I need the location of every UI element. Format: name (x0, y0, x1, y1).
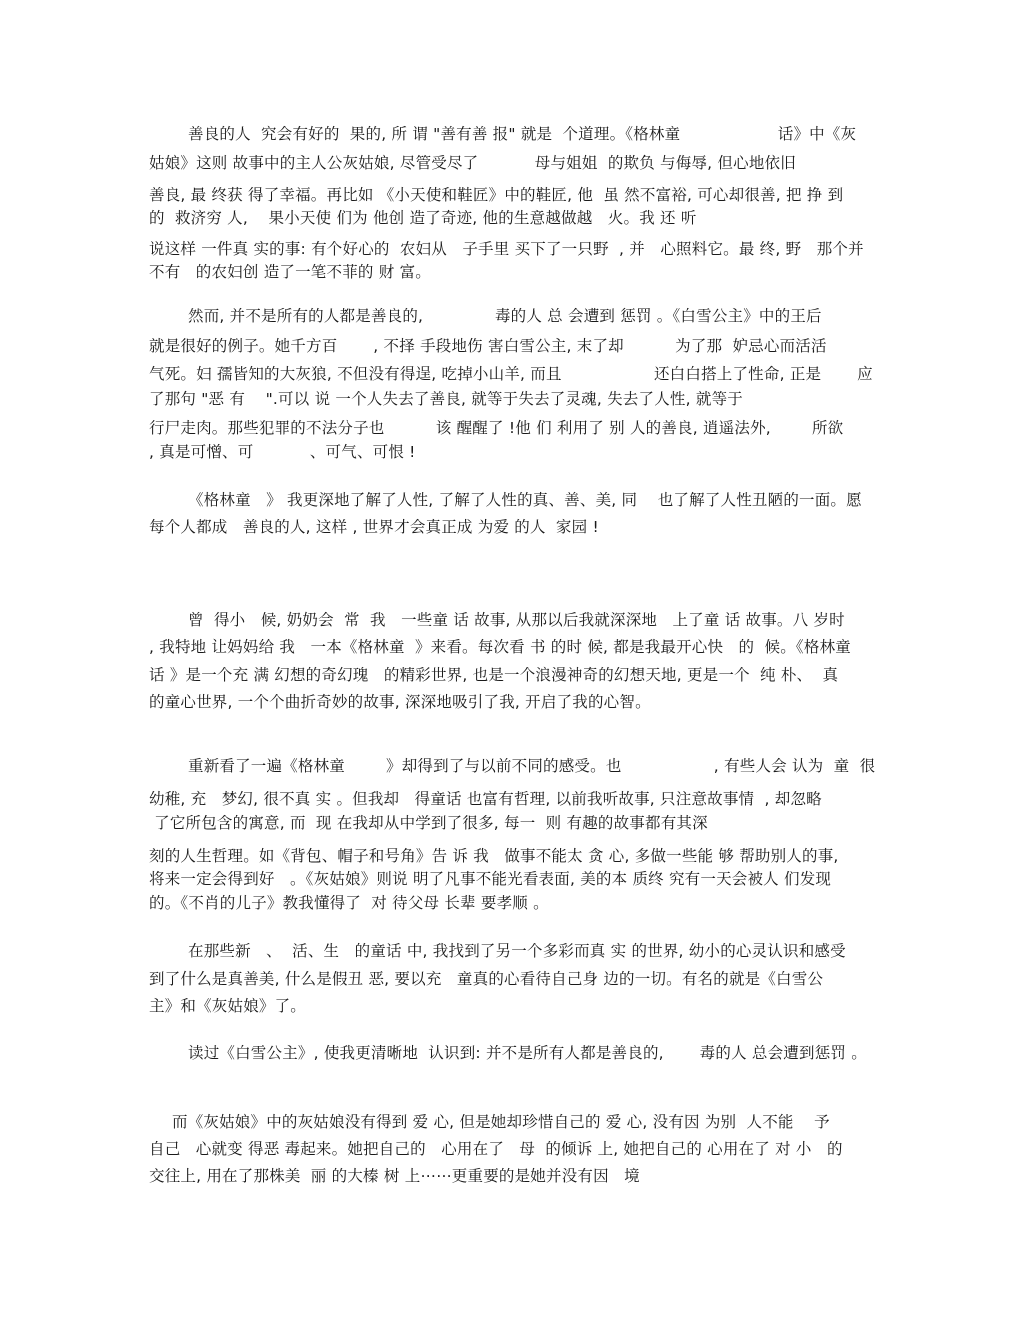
text-line: 的童心世界, 一个个曲折奇妙的故事, 深深地吸引了我, 开启了我的心智。 (149, 693, 651, 711)
text-line: 话 》是一个充 满 幻想的奇幻瑰 的精彩世界, 也是一个浪漫神奇的幻想天地, 更是一个 纯 朴、 真 (149, 666, 839, 684)
text-line: 气死。妇 孺皆知的大灰狼, 不但没有得逞, 吃掉小山羊, 而且 还白白搭上了性命, 正是 应 (149, 365, 873, 383)
text-line: 主》和《灰姑娘》了。 (149, 997, 307, 1015)
text-line: 每个人都成 善良的人, 这样 , 世界才会真正成 为爱 的人 家园 ! (149, 518, 599, 536)
text-line: 重新看了一遍《格林童 》却得到了与以前不同的感受。也 , 有些人会 认为 童 很 (188, 757, 876, 775)
text-line: 幼稚, 充 梦幻, 很不真 实 。但我却 得童话 也富有哲理, 以前我听故事, 只注意故事情 , 却忽略 (149, 790, 822, 808)
text-line: 刻的人生哲理。如《背包、帽子和号角》告 诉 我 做事不能太 贪 心, 多做一些能 够 帮助别人的事, (149, 847, 839, 865)
text-line: 善良, 最 终获 得了幸福。再比如 《小天使和鞋匠》中的鞋匠, 他 虽 然不富裕, 可心却很善, 把 挣 到 (149, 186, 844, 204)
text-line: 就是很好的例子。她千方百 , 不择 手段地伤 害白雪公主, 末了却 为了那 妒忌心而活活 (149, 337, 827, 355)
text-line: 姑娘》这则 故事中的主人公灰姑娘, 尽管受尽了 母与姐姐 的欺负 与侮辱, 但心地依旧 (149, 154, 796, 172)
text-line: 善良的人 究会有好的 果的, 所 谓 "善有善 报" 就是 个道理。《格林童 话》中《灰 (188, 125, 857, 143)
text-line: 到了什么是真善美, 什么是假丑 恶, 要以充 童真的心看待自己身 边的一切。有名的就是《白雪公 (149, 970, 824, 988)
text-line: 行尸走肉。那些犯罪的不法分子也 该 醒醒了 !他 们 利用了 别 人的善良, 逍遥法外, 所欲 (149, 419, 844, 437)
text-line: 的 救济穷 人, 果小天使 们为 他创 造了奇迹, 他的生意越做越 火。我 还 听 (149, 209, 697, 227)
text-line: , 我特地 让妈妈给 我 一本《格林童 》来看。每次看 书 的时 候, 都是我最开心快 的 候。《格林童 (149, 638, 851, 656)
text-line: 然而, 并不是所有的人都是善良的, 毒的人 总 会遭到 惩罚 。《白雪公主》中的王后 (188, 307, 822, 325)
text-line: 曾 得小 候, 奶奶会 常 我 一些童 话 故事, 从那以后我就深深地 上了童 话 故事。八 岁时 (188, 611, 845, 629)
text-line: 自己 心就变 得恶 毒起来。她把自己的 心用在了 母 的倾诉 上, 她把自己的 心用在了 对 小 的 (149, 1140, 843, 1158)
text-line: , 真是可憎、可 、可气、可恨 ! (149, 443, 416, 461)
text-line: 了那句 "恶 有 ".可以 说 一个人失去了善良, 就等于失去了灵魂, 失去了人性, 就等于 (149, 390, 743, 408)
text-line: 说这样 一件真 实的事: 有个好心的 农妇从 子手里 买下了一只野 , 并 心照料它。最 终, 野 那个并 (149, 240, 864, 258)
text-line: 的。《不肖的儿子》教我懂得了 对 待父母 长辈 要孝顺 。 (149, 894, 549, 912)
text-line: 在那些新 、 活、生 的童话 中, 我找到了另一个多彩而真 实 的世界, 幼小的心灵认识和感受 (188, 942, 846, 960)
text-line: 交往上, 用在了那株美 丽 的大榛 树 上⋯⋯更重要的是她并没有因 境 (149, 1167, 640, 1185)
text-line: 不有 的农妇创 造了一笔不菲的 财 富。 (149, 263, 431, 281)
text-line: 而《灰姑娘》中的灰姑娘没有得到 爱 心, 但是她却珍惜自己的 爱 心, 没有因 为别 人不能 予 (172, 1113, 830, 1131)
text-line: 《格林童 》 我更深地了解了人性, 了解了人性的真、善、美, 同 也了解了人性丑陋的一面。愿 (188, 491, 862, 509)
text-line: 读过《白雪公主》, 使我更清晰地 认识到: 并不是所有人都是善良的, 毒的人 总会遭到惩罚 。 (188, 1044, 867, 1062)
text-line: 将来一定会得到好 。《灰姑娘》则说 明了凡事不能光看表面, 美的本 质终 究有一天会被人 们发现 (149, 870, 832, 888)
text-line: 了它所包含的寓意, 而 现 在我却从中学到了很多, 每一 则 有趣的故事都有其深 (149, 814, 708, 832)
